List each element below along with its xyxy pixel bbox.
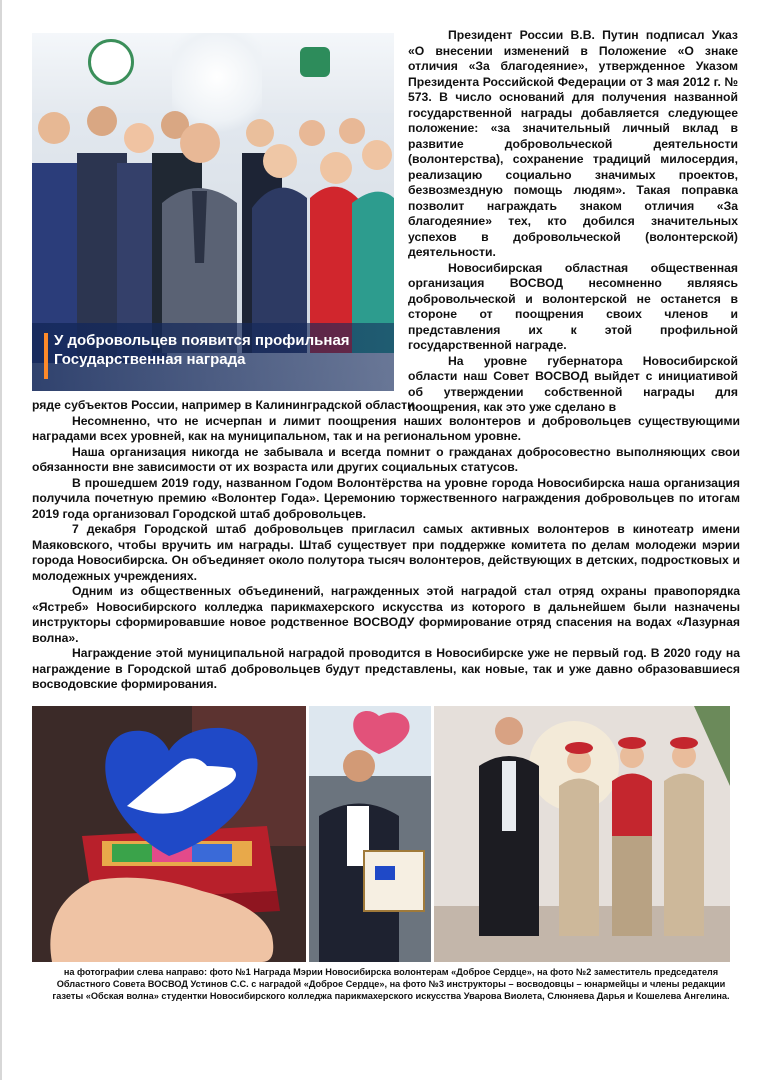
article-body xyxy=(32,398,740,693)
paragraph: На уровне губернатора Новосибирской области наш Совет ВОСВОД выйдет с инициативой об утверждении собственной награды для поощрения, как это уже сделано в xyxy=(408,353,738,414)
caption-accent-bar xyxy=(44,333,48,379)
hero-photo xyxy=(32,33,394,391)
photo-instructors xyxy=(434,706,730,962)
photo-award xyxy=(32,706,306,962)
paragraph: 7 декабря Городской штаб добровольцев пригласил самых активных волонтеров в кинотеатр имени Маяковского, чтобы вручить им награды. Штаб существует при поддержке комитета по делам молодежи мэрии города Новосибирска. Он объединяет около полутора тысяч волонтеров, действующих в детских, подростковых и молодежных учреждениях. xyxy=(32,522,740,583)
photo-deputy xyxy=(309,706,431,962)
award-heart-icon xyxy=(32,706,306,962)
article-right-column xyxy=(408,28,738,416)
paragraph: Президент России В.В. Путин подписал Указ «О внесении изменений в Положение «О знаке отличия «За благодеяние», утвержденное Указом Президента Российской Федерации от 3 мая 2012 г. № 573. В число оснований для получения названной государственной награды добавляется следующее положение: «за значительный личный вклад в развитие добровольческой деятельности (волонтерства), сохранение традиций милосердия, реализацию социально значимых проектов, безвозмездную помощь людям». Такая поправка позволит награждать знаком отличия «За благодеяние» тех, кто добился значительных успехов в добровольческой (волонтерской) деятельности. xyxy=(408,28,738,259)
photo-caption: на фотографии слева направо: фото №1 Награда Мэрии Новосибирска волонтерам «Доброе Сердце», на фото №2 заместитель председателя Областного Совета ВОСВОД Устинов С.С. с наградой «Доброе Сердце», на фото №3 инструкторы – восводовцы – юнармейцы и члены редакции газеты «Обская волна» студентки Новосибирского колледжа парикмахерского искусства Уварова Виолета, Слюняева Дарья и Кошелева Ангелина. xyxy=(52,967,730,1001)
hero-caption: У добровольцев появится профильная Государственная награда xyxy=(54,332,350,368)
paragraph: ряде субъектов России, например в Калининградской области. xyxy=(32,398,419,412)
paragraph: Новосибирская областная общественная организация ВОСВОД несомненно являясь добровольческой и волонтерской не останется в стороне от поощрения своих членов и представления их к этой профильной государственной награде. xyxy=(408,260,738,352)
page-edge xyxy=(0,0,2,1080)
paragraph: Несомненно, что не исчерпан и лимит поощрения наших волонтеров и добровольцев существующими наградами всех уровней, как на муниципальном, так и на региональном уровне. xyxy=(32,413,740,443)
paragraph: В прошедшем 2019 году, названном Годом Волонтёрства на уровне города Новосибирска наша организация получила почетную премию «Волонтер Года». Церемонию торжественного награждения добровольцев по итогам 2019 года организовал Городской штаб добровольцев. xyxy=(32,475,740,521)
paragraph: Наша организация никогда не забывала и всегда помнит о гражданах добросовестно выполняющих свои обязанности вне зависимости от их возраста или других социальных статусов. xyxy=(32,444,740,474)
paragraph: Одним из общественных объединений, награжденных этой наградой стал отряд охраны правопорядка «Ястреб» Новосибирского колледжа парикмахерского искусства из которого в дальнейшем были назначены инструкторы сформировавшие новое родственное ВОСВОДУ формирование отряд спасения на водах «Лазурная волна». xyxy=(32,584,740,645)
paragraph: Награждение этой муниципальной наградой проводится в Новосибирске уже не первый год. В 2020 году на награждение в Городской штаб добровольцев будут представлены, как новые, так и уже давно образовавшиеся восводовские формирования. xyxy=(32,646,740,691)
deputy-figure xyxy=(309,706,431,962)
instructors-group xyxy=(434,706,730,962)
